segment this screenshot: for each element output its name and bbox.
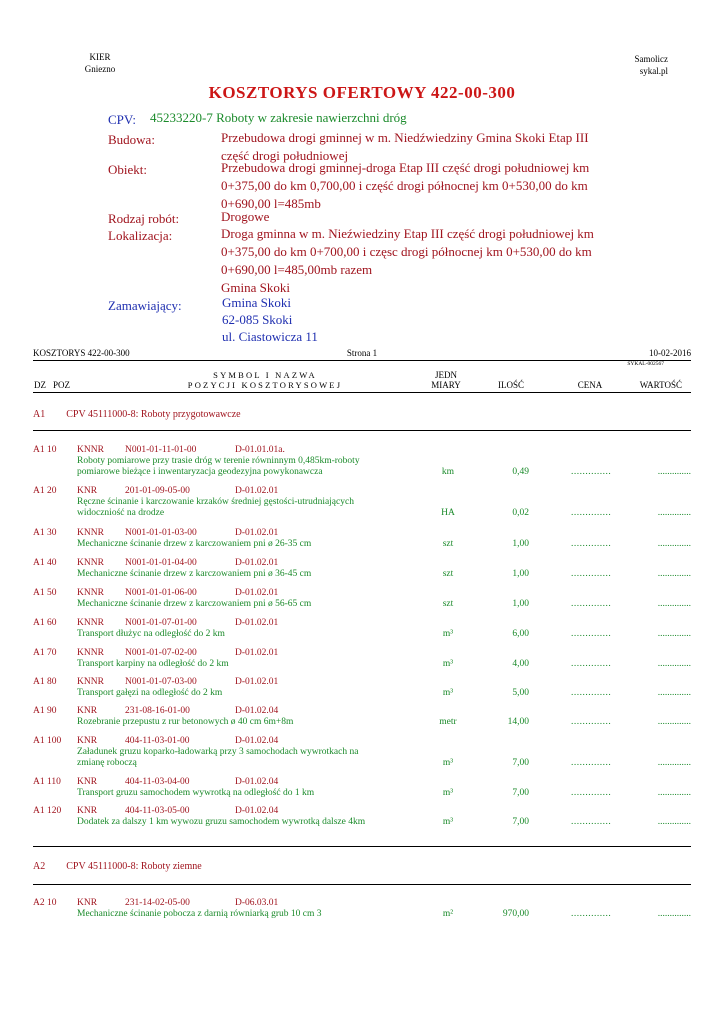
column-ilosc: ILOŚĆ: [497, 380, 524, 390]
row-price[interactable]: ..............: [571, 599, 612, 609]
row-description: [77, 599, 447, 610]
zamawiajacy-line: 62-085 Skoki: [222, 312, 293, 327]
row-quantity: 1,00: [512, 599, 529, 609]
rodzaj-value: Drogowe: [221, 209, 270, 224]
row-number: A1 110: [33, 777, 61, 787]
page-header-left: KOSZTORYS 422-00-300: [33, 348, 130, 358]
table-row: [33, 736, 691, 768]
lokalizacja-line: Gmina Skoki: [221, 280, 290, 295]
row-number: A1 100: [33, 736, 62, 746]
row-unit: szt: [442, 539, 454, 549]
row-code: N001-01-07-01-00: [125, 618, 197, 628]
row-quantity: 5,00: [512, 688, 529, 698]
sykal-code: SYKAL-002567: [627, 361, 664, 367]
row-spec: D-01.02.04: [235, 806, 279, 816]
table-row: [33, 588, 691, 616]
row-number: A1 10: [33, 445, 57, 455]
row-price[interactable]: ..............: [571, 909, 612, 919]
row-value[interactable]: ..............: [657, 569, 691, 579]
row-code: N001-01-01-04-00: [125, 558, 197, 568]
divider: [33, 392, 691, 393]
row-catalog: KNNR: [77, 588, 104, 598]
row-description-line: Transport karpiny na odległość do 2 km: [77, 659, 229, 669]
row-description-line: Ręczne ścinanie i karczowanie krzaków średniej gęstości-utrudniających: [77, 497, 354, 507]
row-unit: m³: [442, 788, 454, 798]
section-header-a1: [33, 409, 241, 420]
lokalizacja-label: Lokalizacja:: [108, 228, 173, 243]
row-price[interactable]: ..............: [571, 539, 612, 549]
row-description: [77, 909, 447, 920]
section-header-a2: [33, 861, 202, 872]
row-price[interactable]: ..............: [571, 688, 612, 698]
row-value[interactable]: ..............: [657, 508, 691, 518]
row-price[interactable]: ..............: [571, 788, 612, 798]
row-price[interactable]: ..............: [571, 467, 612, 477]
row-description-line: pomiarowe bieżące i inwentaryzacja geodezyjna powykonawcza: [77, 467, 323, 477]
lokalizacja-line: Droga gminna w m. Nieźwiedziny Etap III część drogi południowej km: [221, 226, 594, 241]
row-description-line: Dodatek za dalszy 1 km wywozu gruzu samochodem wywrotką dalsze 4km: [77, 817, 366, 827]
column-cena: CENA: [577, 380, 603, 390]
row-catalog: KNNR: [77, 677, 104, 687]
obiekt-label: Obiekt:: [108, 162, 147, 177]
column-jedn-line1: JEDN: [435, 370, 457, 380]
row-unit: m²: [442, 909, 454, 919]
zamawiajacy-line: Gmina Skoki: [222, 295, 291, 310]
table-row: [33, 677, 691, 705]
row-code: 404-11-03-04-00: [125, 777, 190, 787]
row-description: [77, 497, 447, 519]
row-number: A1 20: [33, 486, 57, 496]
row-value[interactable]: ..............: [657, 817, 691, 827]
author-site: sykal.pl: [639, 66, 668, 76]
column-jedn-line2: MIARY: [431, 380, 461, 390]
row-price[interactable]: ..............: [571, 717, 612, 727]
lokalizacja-value: [221, 225, 621, 297]
table-row: [33, 648, 691, 676]
obiekt-value: [221, 159, 621, 213]
row-value[interactable]: ..............: [657, 909, 691, 919]
row-value[interactable]: ..............: [657, 467, 691, 477]
row-spec: D-01.02.04: [235, 706, 279, 716]
row-number: A2 10: [33, 898, 57, 908]
section-title: CPV 45111000-8: Roboty przygotowawcze: [66, 409, 241, 420]
row-code: N001-01-07-03-00: [125, 677, 197, 687]
column-dz: DZ: [34, 380, 46, 390]
row-quantity: 1,00: [512, 569, 529, 579]
row-quantity: 0,49: [512, 467, 529, 477]
row-spec: D-01.02.01: [235, 558, 279, 568]
row-catalog: KNR: [77, 806, 98, 816]
table-row: [33, 486, 691, 518]
author-name: Samolicz: [634, 54, 668, 64]
row-description: [77, 659, 447, 670]
row-spec: D-01.02.01: [235, 486, 279, 496]
row-catalog: KNNR: [77, 618, 104, 628]
row-unit: m³: [442, 817, 454, 827]
column-wartosc: WARTOŚĆ: [639, 380, 682, 390]
row-spec: D-01.02.01: [235, 528, 279, 538]
row-catalog: KNR: [77, 736, 98, 746]
row-description-line: Mechaniczne ścinanie drzew z karczowaniem pni ø 36-45 cm: [77, 569, 312, 579]
row-unit: m³: [442, 688, 454, 698]
row-description-line: Transport gałęzi na odległość do 2 km: [77, 688, 223, 698]
row-value[interactable]: ..............: [657, 688, 691, 698]
row-description: [77, 817, 447, 828]
row-quantity: 14,00: [507, 717, 529, 727]
row-description: [77, 569, 447, 580]
row-description-line: Transport dłużyc na odległość do 2 km: [77, 629, 225, 639]
divider: [33, 430, 691, 431]
row-quantity: 7,00: [512, 758, 529, 768]
row-number: A1 50: [33, 588, 57, 598]
budowa-label: Budowa:: [108, 132, 155, 147]
row-spec: D-01.02.04: [235, 777, 279, 787]
row-description: [77, 717, 447, 728]
obiekt-line: 0+690,00 l=485mb: [221, 196, 321, 211]
table-row: [33, 618, 691, 646]
row-code: N001-01-11-01-00: [125, 445, 197, 455]
row-number: A1 60: [33, 618, 57, 628]
row-unit: szt: [442, 599, 454, 609]
row-number: A1 30: [33, 528, 57, 538]
row-description: [77, 688, 447, 699]
row-catalog: KNR: [77, 898, 98, 908]
table-row: [33, 445, 691, 477]
row-value[interactable]: ..............: [657, 788, 691, 798]
table-row: [33, 706, 691, 734]
row-catalog: KNR: [77, 777, 98, 787]
row-code: N001-01-07-02-00: [125, 648, 197, 658]
row-value[interactable]: ..............: [657, 717, 691, 727]
row-quantity: 0,02: [512, 508, 529, 518]
row-code: 404-11-03-05-00: [125, 806, 190, 816]
row-description: [77, 629, 447, 640]
row-quantity: 1,00: [512, 539, 529, 549]
row-unit: km: [441, 467, 455, 477]
column-symbol-line1: SYMBOL I NAZWA: [213, 370, 317, 380]
lokalizacja-line: 0+375,00 do km 0+700,00 i częsc drogi północnej km 0+530,00 do km: [221, 244, 592, 259]
table-row: [33, 528, 691, 556]
row-description: [77, 539, 447, 550]
row-number: A1 70: [33, 648, 57, 658]
row-unit: m³: [442, 758, 454, 768]
zamawiajacy-line: ul. Ciastowicza 11: [222, 329, 318, 344]
row-number: A1 40: [33, 558, 57, 568]
table-row: [33, 806, 691, 834]
rodzaj-label: Rodzaj robót:: [108, 211, 180, 226]
row-code: 231-14-02-05-00: [125, 898, 190, 908]
table-row: [33, 558, 691, 586]
row-code: 404-11-03-01-00: [125, 736, 190, 746]
row-unit: m³: [442, 629, 454, 639]
row-description: [77, 456, 447, 478]
row-price[interactable]: ..............: [571, 758, 612, 768]
company-city: Gniezno: [84, 64, 116, 74]
row-code: 231-08-16-01-00: [125, 706, 190, 716]
row-description-line: Roboty pomiarowe przy trasie dróg w terenie równinnym 0,485km-roboty: [77, 456, 360, 466]
row-price[interactable]: ..............: [571, 629, 612, 639]
table-row: [33, 898, 691, 926]
row-price[interactable]: ..............: [571, 569, 612, 579]
row-description-line: Mechaniczne ścinanie pobocza z darnią równiarką grub 10 cm 3: [77, 909, 322, 919]
budowa-line: Przebudowa drogi gminnej w m. Niedźwiedziny Gmina Skoki Etap III: [221, 130, 589, 145]
row-spec: D-01.02.01: [235, 618, 279, 628]
row-unit: szt: [442, 569, 454, 579]
row-spec: D-01.01.01a.: [235, 445, 285, 455]
row-number: A1 120: [33, 806, 62, 816]
row-catalog: KNR: [77, 706, 98, 716]
divider: [33, 846, 691, 847]
row-price[interactable]: ..............: [571, 659, 612, 669]
row-description: [77, 788, 447, 799]
row-code: 201-01-09-05-00: [125, 486, 190, 496]
budowa-line: część drogi południowej: [221, 148, 349, 163]
row-description: [77, 747, 447, 769]
document-title: KOSZTORYS OFERTOWY 422-00-300: [208, 83, 516, 102]
row-quantity: 6,00: [512, 629, 529, 639]
row-unit: metr: [439, 717, 457, 727]
section-id: A1: [33, 409, 46, 420]
cpv-label: CPV:: [108, 112, 136, 127]
row-description-line: Transport gruzu samochodem wywrotką na odległość do 1 km: [77, 788, 315, 798]
obiekt-line: Przebudowa drogi gminnej-droga Etap III część drogi południowej km: [221, 160, 590, 175]
row-spec: D-01.02.01: [235, 648, 279, 658]
divider: [33, 884, 691, 885]
column-poz: POZ: [53, 380, 71, 390]
section-id: A2: [33, 861, 46, 872]
row-spec: D-06.03.01: [235, 898, 279, 908]
row-spec: D-01.02.04: [235, 736, 279, 746]
row-value[interactable]: ..............: [657, 599, 691, 609]
row-price[interactable]: ..............: [571, 508, 612, 518]
page-number: Strona 1: [346, 348, 378, 358]
row-catalog: KNNR: [77, 558, 104, 568]
row-catalog: KNR: [77, 486, 98, 496]
row-value[interactable]: ..............: [657, 659, 691, 669]
row-code: N001-01-01-03-00: [125, 528, 197, 538]
row-catalog: KNNR: [77, 648, 104, 658]
row-quantity: 970,00: [502, 909, 529, 919]
page-date: 10-02-2016: [649, 348, 691, 358]
obiekt-line: 0+375,00 do km 0,700,00 i część drogi północnej km 0+530,00 do km: [221, 178, 588, 193]
row-value[interactable]: ..............: [657, 758, 691, 768]
row-unit: m³: [442, 659, 454, 669]
company-name: KIER: [89, 52, 111, 62]
row-value[interactable]: ..............: [657, 539, 691, 549]
zamawiajacy-label: Zamawiający:: [108, 298, 182, 313]
row-number: A1 80: [33, 677, 57, 687]
lokalizacja-line: 0+690,00 l=485,00mb razem: [221, 262, 373, 277]
row-description-line: Mechaniczne ścinanie drzew z karczowaniem pni ø 26-35 cm: [77, 539, 312, 549]
table-row: [33, 777, 691, 805]
row-description-line: zmianę roboczą: [77, 758, 137, 768]
column-symbol-line2: POZYCJI KOSZTORYSOWEJ: [187, 380, 343, 390]
row-quantity: 7,00: [512, 817, 529, 827]
row-description-line: Rozebranie przepustu z rur betonowych ø 40 cm 6m+8m: [77, 717, 294, 727]
row-description-line: widoczniość na drodze: [77, 508, 165, 518]
row-value[interactable]: ..............: [657, 629, 691, 639]
row-unit: HA: [441, 508, 455, 518]
row-spec: D-01.02.01: [235, 677, 279, 687]
row-catalog: KNNR: [77, 445, 104, 455]
row-description-line: Mechaniczne ścinanie drzew z karczowaniem pni ø 56-65 cm: [77, 599, 312, 609]
cpv-value: 45233220-7 Roboty w zakresie nawierzchni dróg: [150, 110, 407, 125]
row-price[interactable]: ..............: [571, 817, 612, 827]
row-quantity: 4,00: [512, 659, 529, 669]
section-title: CPV 45111000-8: Roboty ziemne: [66, 861, 202, 872]
row-number: A1 90: [33, 706, 57, 716]
row-quantity: 7,00: [512, 788, 529, 798]
row-spec: D-01.02.01: [235, 588, 279, 598]
row-description-line: Załadunek gruzu koparko-ładowarką przy 3 samochodach wywrotkach na: [77, 747, 359, 757]
row-code: N001-01-01-06-00: [125, 588, 197, 598]
row-catalog: KNNR: [77, 528, 104, 538]
zamawiajacy-value: [222, 294, 318, 345]
